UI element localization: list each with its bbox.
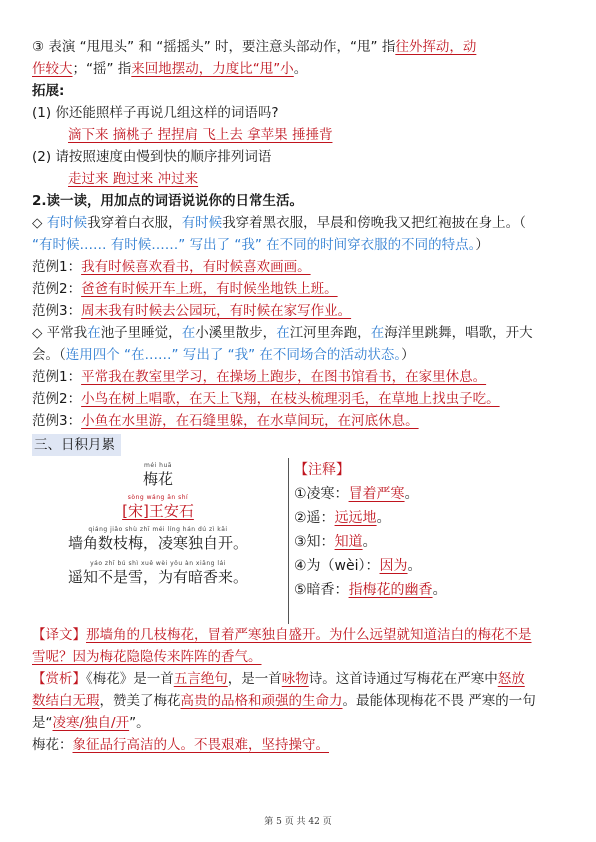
page-footer: 第 5 页 共 42 页	[264, 817, 332, 827]
poem-author-pinyin: sòng wáng ān shí	[127, 494, 189, 501]
poem-line-1: 墙角数枝梅，凌寒独自开。	[67, 534, 248, 552]
translation: 【译文】那墙角的几枝梅花，冒着严寒独自盛开。为什么远望就知道洁白的梅花不是	[32, 627, 532, 643]
sentence-2-note: 会。（连用四个 “在……” 写出了 “我” 在不同场合的活动状态。）	[32, 347, 415, 363]
annotations: 【注释】 ①凌寒：冒着严寒。 ②遥：远远地。 ③知：知道。 ④为（wèi）：因为。 ⑤暗香：指梅花的幽香。	[294, 458, 562, 602]
question-2: (2) 请按照速度由慢到快的顺序排列词语	[32, 149, 272, 165]
divider	[288, 458, 289, 624]
plum-symbolism: 梅花：象征品行高洁的人。不畏艰难，坚持操守。	[32, 737, 329, 753]
example-1: 范例1：我有时候喜欢看书，有时候喜欢画画。	[32, 259, 311, 275]
answer-1: 滴下来 摘桃子 捏捏肩 飞上去 拿苹果 捶捶背	[68, 127, 333, 143]
poem-block	[32, 458, 562, 624]
poem-line-1-pinyin: qiáng jiǎo shù zhī méi líng hán dú zì kāi	[88, 526, 228, 533]
example-2: 范例2：爸爸有时候开车上班，有时候坐地铁上班。	[32, 281, 338, 297]
sentence-2: ◇ 平常我在池子里睡觉，在小溪里散步，在江河里奔跑，在海洋里跳舞，唱歌，开大	[32, 325, 533, 341]
instruction-line: 作较大；“摇” 指来回地摆动，力度比“甩”小。	[32, 61, 308, 77]
sentence-1: ◇ 有时候我穿着白衣服，有时候我穿着黑衣服，早晨和傍晚我又把红袍披在身上。（	[32, 215, 526, 231]
example-3: 范例3：小鱼在水里游，在石缝里躲，在水草间玩，在河底休息。	[32, 413, 419, 429]
answer-2: 走过来 跑过来 冲过来	[68, 171, 199, 187]
example-3: 范例3：周末我有时候去公园玩，有时候在家写作业。	[32, 303, 352, 319]
instruction-line: ③ 表演 “甩甩头” 和 “摇摇头” 时，要注意头部动作，“甩” 指往外挥动，动	[32, 39, 477, 55]
document-page: ③ 表演 “甩甩头” 和 “摇摇头” 时，要注意头部动作，“甩” 指往外挥动，动 作较大；“摇” 指来回地摆动，力度比“甩”小。 拓展: (1) 你还能照样子再说几组这样的词语吗? 滴下来 摘桃子 捏捏肩 飞上去 拿苹果 捶捶背 (2) 请按照速度由慢到快的顺序排列词语 走过来 跑过来 冲过来 2.读一读，用加点的词语说说你的日常生活。 ◇ 有时候我穿着白衣服，有时候我穿着黑衣服，早晨和傍晚我又把红袍披在身上。（ “有时候…… 有时候……” 写出了 “我” 在不同的时间穿衣服的不同的特点。） 范例1：我有时候喜欢看书，有时候喜欢画画。 范例2：爸爸有时候开车上班，有时候坐地铁上班。 范例3：周末我有时候去公园玩，有时候在家写作业。 ◇ 平常我在池子里睡觉，在小溪里散步，在江河里奔跑，在海洋里跳舞，唱歌，开大 会。（连用四个 “在……” 写出了 “我” 在不同场合的活动状态。） 范例1：平常我在教室里学习，在操场上跑步，在图书馆看书，在家里休息。 范例2：小鸟在树上唱歌，在天上飞翔，在枝头梳理羽毛，在草地上找虫子吃。 范例3：小鱼在水里游，在石缝里躲，在水草间玩，在河底休息。 三、日积月累 méi huā 梅花 sòng wáng ān shí [宋]王安石 qiáng jiǎo shù zhī méi líng hán dú zì kāi 墙角数枝梅，凌寒独自开。 yáo zhī bú shì xuě wèi yǒu àn xiāng lái 遥知不是雪，为有暗香来。 【注释】 ①凌寒：冒着严寒。 ②遥：远远地。 ③知：知道。 ④为（wèi）：因为。 ⑤暗香：指梅花的幽香。 【译文】那墙角的几枝梅花，冒着严寒独自盛开。为什么远望就知道洁白的梅花不是 雪呢？因为梅花隐隐传来阵阵的香气。 【赏析】《梅花》是一首五言绝句，是一首咏物诗。这首诗通过写梅花在严寒中怒放 数结白无瑕，赞美了梅花高贵的品格和顽强的生命力。最能体现梅花不畏 严寒的一句 是“凌寒/独自/开”。 梅花：象征品行高洁的人。不畏艰难，坚持操守。	[32, 36, 562, 756]
poem-author: [宋]王安石	[122, 502, 194, 520]
extension-heading: 拓展:	[32, 83, 65, 99]
poem-title: 梅花	[142, 470, 173, 488]
poem-line-2: 遥知不是雪，为有暗香来。	[67, 568, 248, 586]
annotations-header: 【注释】	[294, 462, 350, 478]
example-1: 范例1：平常我在教室里学习，在操场上跑步，在图书馆看书，在家里休息。	[32, 369, 487, 385]
sentence-1-note: “有时候…… 有时候……” 写出了 “我” 在不同的时间穿衣服的不同的特点。）	[32, 237, 489, 253]
poem-title-pinyin: méi huā	[144, 462, 172, 469]
section-3-heading: 三、日积月累	[32, 434, 121, 456]
poem-line-2-pinyin: yáo zhī bú shì xuě wèi yǒu àn xiāng lái	[90, 560, 226, 567]
poem	[32, 458, 284, 586]
section-2-heading: 2.读一读，用加点的词语说说你的日常生活。	[32, 193, 304, 209]
question-1: (1) 你还能照样子再说几组这样的词语吗?	[32, 105, 279, 121]
example-2: 范例2：小鸟在树上唱歌，在天上飞翔，在枝头梳理羽毛，在草地上找虫子吃。	[32, 391, 500, 407]
appreciation: 【赏析】《梅花》是一首五言绝句，是一首咏物诗。这首诗通过写梅花在严寒中怒放	[32, 671, 525, 687]
